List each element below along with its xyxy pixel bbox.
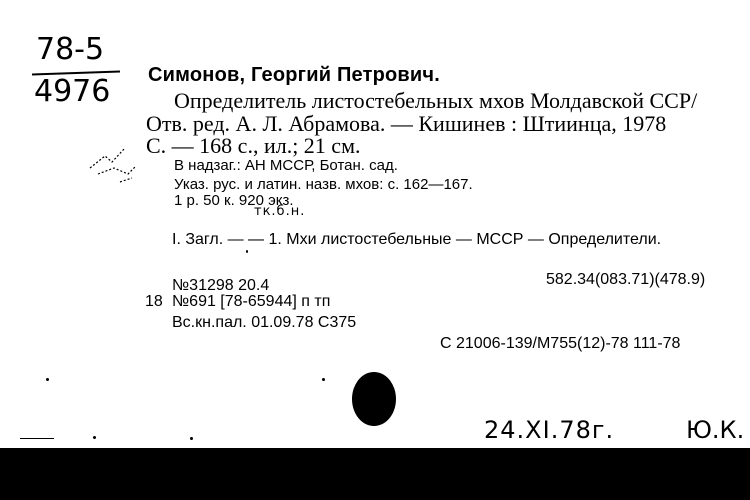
title-line-1: Определитель листостебельных мхов Молдавской ССР/ [174,88,698,113]
order-line: №691 [78-65944] п тп [172,293,331,310]
subject-headings: I. Загл. — — 1. Мхи листостебельные — МССР — Определители. [172,231,662,248]
note-line-3: 1 р. 50 к. 920 экз. [174,192,294,209]
author-heading: Симонов, Георгий Петрович. [148,64,440,86]
call-number-bottom: 4976 [34,74,111,109]
code-line: С 21006-139/М755(12)-78 111-78 [440,335,681,352]
speck [93,436,96,439]
note-line-2: Указ. рус. и латин. назв. мхов: с. 162—167. [174,176,473,193]
speck [190,437,193,440]
stray-line [20,438,54,439]
handwritten-initials: Ю.К. [686,416,745,444]
record-number: №31298 20.4 [172,277,270,294]
date-line: Вс.кн.пал. 01.09.78 С375 [172,314,357,331]
handwritten-note: тк.б.н. [254,204,306,219]
classification-code: 582.34(083.71)(478.9) [546,271,706,288]
handwritten-date: 24.XI.78г. [484,416,615,444]
speck [322,378,325,381]
ink-blot [352,372,396,426]
speck [46,378,49,381]
speck [246,250,248,253]
title-line-2: Отв. ред. А. Л. Абрамова. — Кишинев : Штиинца, 1978 [146,111,667,136]
note-line-1: В надзаг.: АН МССР, Ботан. сад. [174,157,398,174]
order-prefix: 18 [145,293,163,310]
scribble-mark [80,138,150,190]
call-number-top: 78-5 [36,32,105,67]
title-line-3: С. — 168 с., ил.; 21 см. [146,133,361,158]
